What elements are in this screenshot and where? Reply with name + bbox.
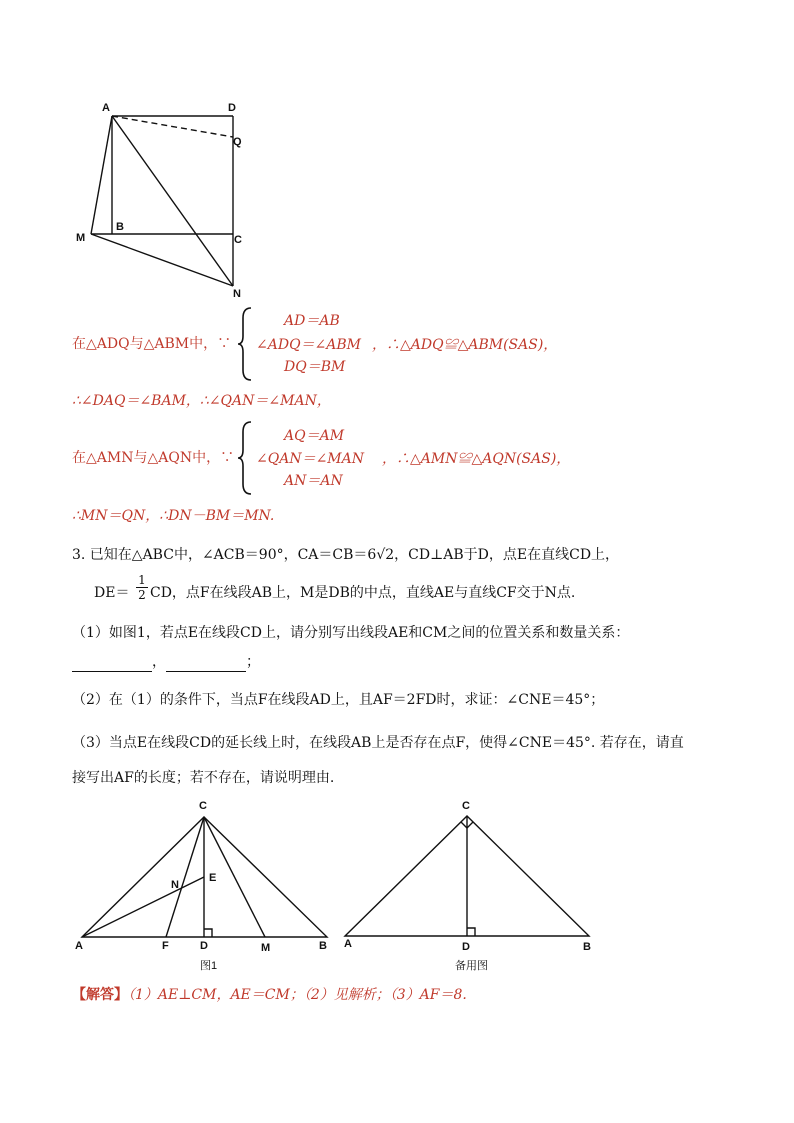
question-2: （2）在（1）的条件下，当点F在线段AD上，且AF＝2FD时，求证：∠CNE＝45°； xyxy=(72,692,605,708)
proof2-eq2: ∠QAN＝∠MAN xyxy=(256,451,364,467)
label-Q: Q xyxy=(233,136,242,148)
right-angle-D xyxy=(204,929,212,937)
fig1-caption: 图1 xyxy=(200,960,218,972)
segment-AN xyxy=(112,116,233,286)
proof1-eq1: AD＝AB xyxy=(284,313,340,329)
fig2-label-C: C xyxy=(462,800,470,812)
proof2-line2: ∴MN＝QN，∴DN－BM＝MN. xyxy=(72,508,275,524)
brace-2 xyxy=(237,420,253,496)
label-D: D xyxy=(228,102,236,114)
fig2-label-D: D xyxy=(462,941,470,953)
proof1-eq3: DQ＝BM xyxy=(284,359,346,375)
question-3-line2: 接写出AF的长度；若不存在，请说明理由. xyxy=(72,770,335,786)
proof2-eq1: AQ＝AM xyxy=(284,428,345,444)
label-M: M xyxy=(76,232,86,244)
label-A: A xyxy=(102,102,110,114)
fig1-label-E: E xyxy=(209,872,217,884)
proof2-intro: 在△AMN与△AQN中，∵ xyxy=(72,450,235,466)
fig1-label-M: M xyxy=(261,942,271,954)
brace-1 xyxy=(237,306,253,382)
proof1-eq2: ∠ADQ＝∠ABM xyxy=(256,337,362,353)
fig1-label-A: A xyxy=(75,940,83,952)
question-3-line1: （3）当点E在线段CD的延长线上时，在线段AB上是否存在点F，使得∠CNE＝45°. 若存在，请直 xyxy=(72,735,684,751)
label-B: B xyxy=(116,221,124,233)
answer-blank-1[interactable] xyxy=(72,657,152,672)
segment-AM xyxy=(91,116,112,234)
answer-line xyxy=(72,985,467,1005)
question-1: （1）如图1，若点E在线段CD上，请分别写出线段AE和CM之间的位置关系和数量关系： xyxy=(72,625,630,641)
fig2-caption: 备用图 xyxy=(455,960,488,972)
label-C: C xyxy=(234,234,242,246)
proof2-conclusion: ，∴△AMN≌△AQN(SAS)， xyxy=(382,451,571,467)
answer-blank-2[interactable] xyxy=(166,657,246,672)
blank-end: ； xyxy=(246,654,260,670)
problem3-stem-line2-a: DE＝ xyxy=(94,585,130,601)
fig2-label-A: A xyxy=(344,938,352,950)
square-figure xyxy=(70,95,260,305)
answer-tag: 【解答】 xyxy=(72,987,128,1003)
segment-MN xyxy=(91,234,233,286)
proof1-intro: 在△ADQ与△ABM中，∵ xyxy=(72,336,232,352)
fig1-label-C: C xyxy=(199,800,207,812)
fig1-label-F: F xyxy=(162,940,169,952)
answer-text: （1）AE⊥CM，AE＝CM；（2）见解析；（3）AF＝8. xyxy=(128,987,467,1003)
label-N: N xyxy=(233,288,241,300)
fig1-label-N: N xyxy=(171,879,179,891)
fig2-label-B: B xyxy=(583,941,591,953)
proof1-conclusion: ，∴△ADQ≌△ABM(SAS)， xyxy=(372,337,558,353)
blank-separator: ， xyxy=(152,654,166,670)
backup-right-angle-D xyxy=(467,928,475,936)
problem3-stem-line1: 3. 已知在△ABC中，∠ACB＝90°，CA＝CB＝6√2，CD⊥AB于D，点E在直线CD上， xyxy=(72,547,620,563)
question-1-blanks xyxy=(72,652,260,672)
figure-backup xyxy=(340,795,600,975)
figure-1 xyxy=(70,795,340,975)
fig1-label-B: B xyxy=(319,940,327,952)
fig1-label-D: D xyxy=(200,940,208,952)
frac-num: 1 xyxy=(138,573,146,587)
frac-den: 2 xyxy=(138,588,146,602)
segment-AQ-dashed xyxy=(112,116,233,137)
problem3-stem-line2-b: CD，点F在线段AB上，M是DB的中点，直线AE与直线CF交于N点. xyxy=(150,585,576,601)
proof1-line2: ∴∠DAQ＝∠BAM，∴∠QAN＝∠MAN， xyxy=(72,393,331,409)
segment-AE xyxy=(82,877,204,937)
proof2-eq3: AN＝AN xyxy=(284,473,343,489)
